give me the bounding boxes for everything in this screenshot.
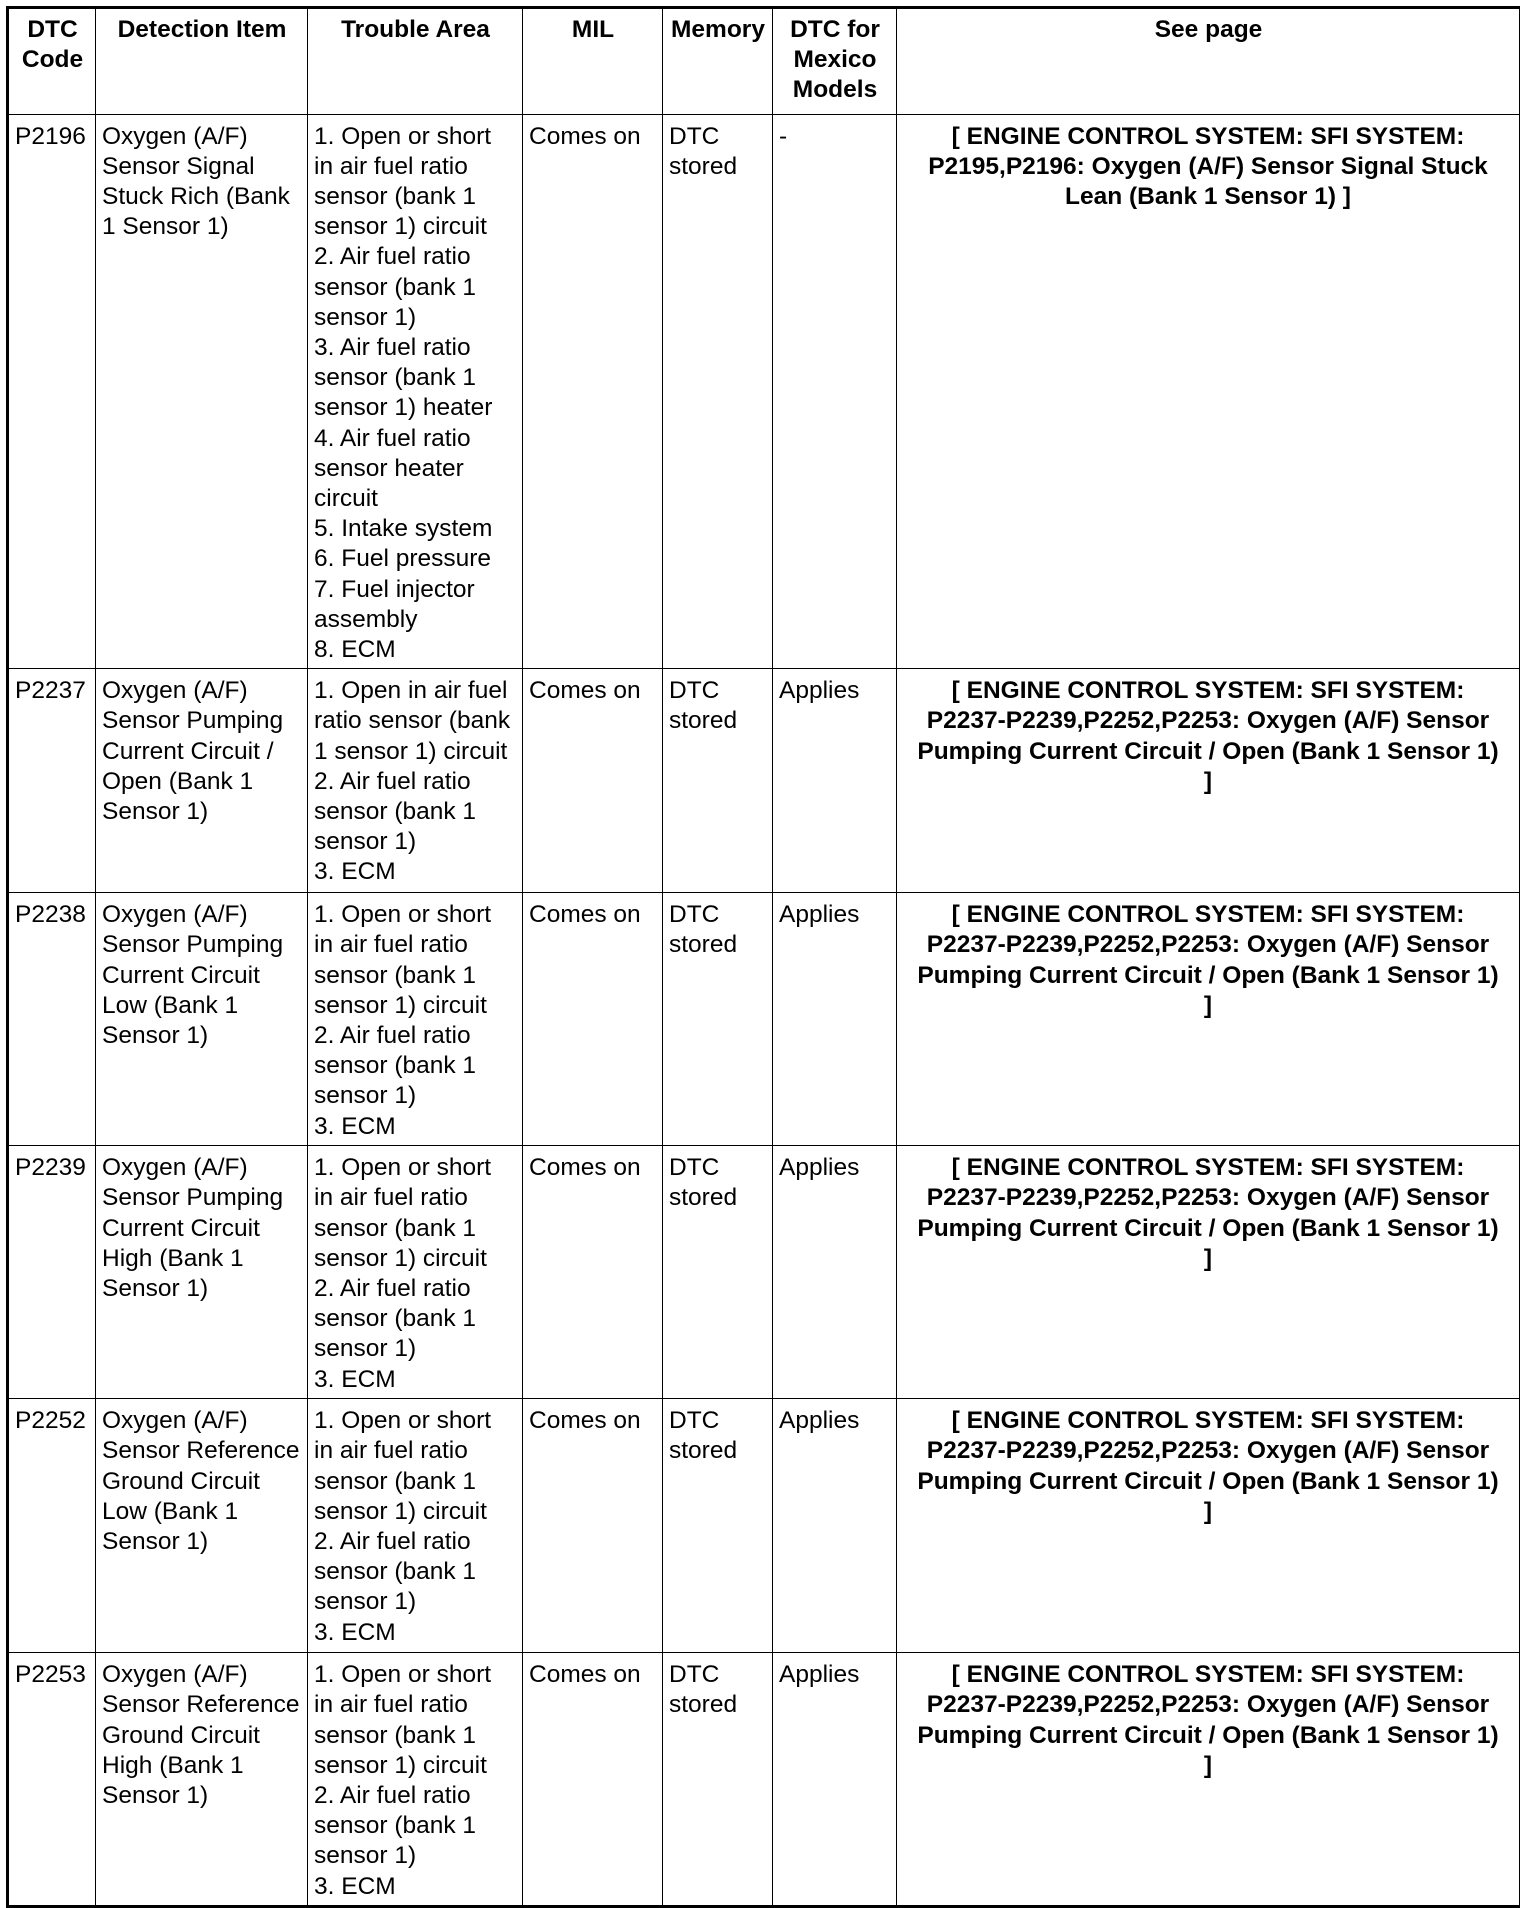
cell-trouble-area: 1. Open in air fuel ratio sensor (bank 1 sensor 1) circuit 2. Air fuel ratio sensor (bank 1 sensor 1) 3. ECM	[308, 669, 523, 893]
cell-detection-item: Oxygen (A/F) Sensor Signal Stuck Rich (Bank 1 Sensor 1)	[96, 114, 308, 669]
cell-dtc-mexico: Applies	[773, 1146, 897, 1399]
cell-dtc-code: P2237	[8, 669, 96, 893]
cell-dtc-code: P2253	[8, 1653, 96, 1907]
cell-mil: Comes on	[523, 669, 663, 893]
table-row	[8, 669, 1520, 893]
table-row	[8, 114, 1520, 669]
cell-see-page: [ ENGINE CONTROL SYSTEM: SFI SYSTEM: P2237-P2239,P2252,P2253: Oxygen (A/F) Sensor Pumping Current Circuit / Open (Bank 1 Sensor 1) ]	[897, 1146, 1520, 1399]
table-row	[8, 1653, 1520, 1907]
table-row	[8, 1399, 1520, 1653]
cell-detection-item: Oxygen (A/F) Sensor Reference Ground Circuit Low (Bank 1 Sensor 1)	[96, 1399, 308, 1653]
header-memory: Memory	[663, 8, 773, 115]
header-dtc-code: DTC Code	[8, 8, 96, 115]
cell-trouble-area: 1. Open or short in air fuel ratio sensor (bank 1 sensor 1) circuit 2. Air fuel ratio sensor (bank 1 sensor 1) 3. ECM	[308, 893, 523, 1146]
table-row	[8, 893, 1520, 1146]
cell-mil: Comes on	[523, 893, 663, 1146]
cell-mil: Comes on	[523, 1146, 663, 1399]
cell-dtc-code: P2238	[8, 893, 96, 1146]
cell-mil: Comes on	[523, 114, 663, 669]
cell-see-page: [ ENGINE CONTROL SYSTEM: SFI SYSTEM: P2237-P2239,P2252,P2253: Oxygen (A/F) Sensor Pumping Current Circuit / Open (Bank 1 Sensor 1) ]	[897, 1399, 1520, 1653]
cell-dtc-code: P2252	[8, 1399, 96, 1653]
header-row	[8, 8, 1520, 115]
cell-memory: DTC stored	[663, 669, 773, 893]
cell-mil: Comes on	[523, 1399, 663, 1653]
cell-see-page: [ ENGINE CONTROL SYSTEM: SFI SYSTEM: P2237-P2239,P2252,P2253: Oxygen (A/F) Sensor Pumping Current Circuit / Open (Bank 1 Sensor 1) ]	[897, 1653, 1520, 1907]
cell-trouble-area: 1. Open or short in air fuel ratio sensor (bank 1 sensor 1) circuit 2. Air fuel ratio sensor (bank 1 sensor 1) 3. ECM	[308, 1653, 523, 1907]
dtc-table	[6, 6, 1520, 1908]
cell-dtc-mexico: Applies	[773, 1399, 897, 1653]
cell-see-page: [ ENGINE CONTROL SYSTEM: SFI SYSTEM: P2237-P2239,P2252,P2253: Oxygen (A/F) Sensor Pumping Current Circuit / Open (Bank 1 Sensor 1) ]	[897, 669, 1520, 893]
header-see-page: See page	[897, 8, 1520, 115]
cell-memory: DTC stored	[663, 1399, 773, 1653]
cell-memory: DTC stored	[663, 1146, 773, 1399]
cell-memory: DTC stored	[663, 114, 773, 669]
table-row	[8, 1146, 1520, 1399]
header-trouble-area: Trouble Area	[308, 8, 523, 115]
cell-dtc-mexico: Applies	[773, 669, 897, 893]
cell-trouble-area: 1. Open or short in air fuel ratio sensor (bank 1 sensor 1) circuit 2. Air fuel ratio sensor (bank 1 sensor 1) 3. ECM	[308, 1146, 523, 1399]
cell-detection-item: Oxygen (A/F) Sensor Reference Ground Circuit High (Bank 1 Sensor 1)	[96, 1653, 308, 1907]
cell-memory: DTC stored	[663, 893, 773, 1146]
cell-dtc-code: P2196	[8, 114, 96, 669]
header-dtc-mexico: DTC for Mexico Models	[773, 8, 897, 115]
cell-detection-item: Oxygen (A/F) Sensor Pumping Current Circuit Low (Bank 1 Sensor 1)	[96, 893, 308, 1146]
cell-dtc-mexico: Applies	[773, 1653, 897, 1907]
cell-dtc-mexico: -	[773, 114, 897, 669]
cell-memory: DTC stored	[663, 1653, 773, 1907]
cell-mil: Comes on	[523, 1653, 663, 1907]
cell-dtc-mexico: Applies	[773, 893, 897, 1146]
cell-detection-item: Oxygen (A/F) Sensor Pumping Current Circuit High (Bank 1 Sensor 1)	[96, 1146, 308, 1399]
cell-see-page: [ ENGINE CONTROL SYSTEM: SFI SYSTEM: P2195,P2196: Oxygen (A/F) Sensor Signal Stuck Lean (Bank 1 Sensor 1) ]	[897, 114, 1520, 669]
cell-dtc-code: P2239	[8, 1146, 96, 1399]
header-detection-item: Detection Item	[96, 8, 308, 115]
cell-see-page: [ ENGINE CONTROL SYSTEM: SFI SYSTEM: P2237-P2239,P2252,P2253: Oxygen (A/F) Sensor Pumping Current Circuit / Open (Bank 1 Sensor 1) ]	[897, 893, 1520, 1146]
cell-trouble-area: 1. Open or short in air fuel ratio sensor (bank 1 sensor 1) circuit 2. Air fuel ratio sensor (bank 1 sensor 1) 3. ECM	[308, 1399, 523, 1653]
header-mil: MIL	[523, 8, 663, 115]
cell-detection-item: Oxygen (A/F) Sensor Pumping Current Circuit / Open (Bank 1 Sensor 1)	[96, 669, 308, 893]
cell-trouble-area: 1. Open or short in air fuel ratio sensor (bank 1 sensor 1) circuit 2. Air fuel ratio sensor (bank 1 sensor 1) 3. Air fuel ratio sensor (bank 1 sensor 1) heater 4. Air fuel ratio sensor heater circuit 5. Intake system 6. Fuel pressure 7. Fuel injector assembly 8. ECM	[308, 114, 523, 669]
